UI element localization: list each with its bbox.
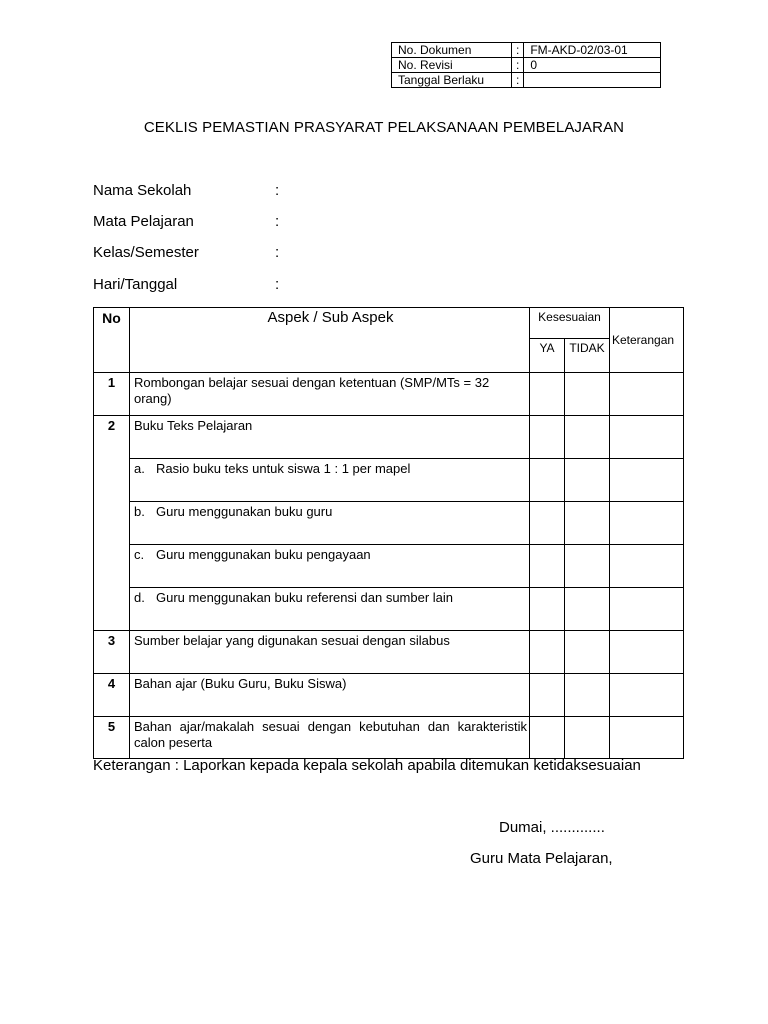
ya-checkbox-cell[interactable] xyxy=(530,373,565,416)
tidak-checkbox-cell[interactable] xyxy=(565,502,610,545)
document-info-table xyxy=(391,42,661,88)
sub-aspect-text: Guru menggunakan buku pengayaan xyxy=(156,547,371,562)
table-row xyxy=(94,631,684,674)
aspect-text: Bahan ajar/makalah sesuai dengan kebutuhan dan karakteristik calon peserta xyxy=(130,717,530,759)
signer-title: Guru Mata Pelajaran, xyxy=(470,850,613,867)
doc-number-label: No. Dokumen xyxy=(392,43,512,58)
place-date: Dumai, ............. xyxy=(499,819,605,836)
table-row xyxy=(94,545,684,588)
aspect-text: Rombongan belajar sesuai dengan ketentuan (SMP/MTs = 32 orang) xyxy=(130,373,530,416)
table-row xyxy=(94,459,684,502)
sub-aspect-item xyxy=(130,545,530,588)
note-text: Keterangan : Laporkan kepada kepala sekolah apabila ditemukan ketidaksesuaian xyxy=(93,757,641,774)
effective-date-value xyxy=(524,73,661,88)
effective-date-colon: : xyxy=(512,73,524,88)
table-row xyxy=(94,674,684,717)
tidak-checkbox-cell[interactable] xyxy=(565,416,610,459)
sub-aspect-marker: d. xyxy=(134,590,145,605)
day-date-label: Hari/Tanggal xyxy=(93,276,178,293)
sub-aspect-marker: b. xyxy=(134,504,145,519)
header-aspek: Aspek / Sub Aspek xyxy=(130,308,530,373)
row-number: 3 xyxy=(94,631,130,674)
aspect-text: Buku Teks Pelajaran xyxy=(130,416,530,459)
row-number: 2 xyxy=(94,416,130,631)
sub-aspect-text: Rasio buku teks untuk siswa 1 : 1 per mapel xyxy=(156,461,411,476)
table-header-row xyxy=(94,308,684,339)
header-kesesuaian: Kesesuaian xyxy=(530,308,610,339)
keterangan-cell[interactable] xyxy=(610,459,684,502)
revision-colon: : xyxy=(512,58,524,73)
revision-label: No. Revisi xyxy=(392,58,512,73)
header-no: No xyxy=(94,308,130,373)
doc-info-row xyxy=(392,73,661,88)
keterangan-cell[interactable] xyxy=(610,502,684,545)
document-title: CEKLIS PEMASTIAN PRASYARAT PELAKSANAAN PEMBELAJARAN xyxy=(143,119,625,136)
row-number: 4 xyxy=(94,674,130,717)
ya-checkbox-cell[interactable] xyxy=(530,416,565,459)
doc-number-colon: : xyxy=(512,43,524,58)
header-keterangan: Keterangan xyxy=(610,308,684,373)
tidak-checkbox-cell[interactable] xyxy=(565,588,610,631)
sub-aspect-marker: c. xyxy=(134,547,145,562)
ya-checkbox-cell[interactable] xyxy=(530,631,565,674)
ya-checkbox-cell[interactable] xyxy=(530,459,565,502)
keterangan-cell[interactable] xyxy=(610,545,684,588)
tidak-checkbox-cell[interactable] xyxy=(565,545,610,588)
table-row xyxy=(94,588,684,631)
subject-colon: : xyxy=(275,213,280,230)
table-row xyxy=(94,502,684,545)
aspect-text: Bahan ajar (Buku Guru, Buku Siswa) xyxy=(130,674,530,717)
sub-aspect-marker: a. xyxy=(134,461,145,476)
table-row xyxy=(94,416,684,459)
ya-checkbox-cell[interactable] xyxy=(530,588,565,631)
row-number: 5 xyxy=(94,717,130,759)
ya-checkbox-cell[interactable] xyxy=(530,545,565,588)
revision-value: 0 xyxy=(524,58,661,73)
keterangan-cell[interactable] xyxy=(610,416,684,459)
doc-number-value: FM-AKD-02/03-01 xyxy=(524,43,661,58)
school-name-label: Nama Sekolah xyxy=(93,182,192,199)
keterangan-cell[interactable] xyxy=(610,373,684,416)
day-date-colon: : xyxy=(275,276,280,293)
table-row xyxy=(94,373,684,416)
doc-info-row xyxy=(392,58,661,73)
tidak-checkbox-cell[interactable] xyxy=(565,459,610,502)
tidak-checkbox-cell[interactable] xyxy=(565,373,610,416)
keterangan-cell[interactable] xyxy=(610,717,684,759)
ya-checkbox-cell[interactable] xyxy=(530,674,565,717)
tidak-checkbox-cell[interactable] xyxy=(565,717,610,759)
tidak-checkbox-cell[interactable] xyxy=(565,674,610,717)
class-semester-colon: : xyxy=(275,244,280,261)
sub-aspect-text: Guru menggunakan buku guru xyxy=(156,504,333,519)
sub-aspect-item xyxy=(130,459,530,502)
checklist-table xyxy=(93,307,684,759)
ya-checkbox-cell[interactable] xyxy=(530,502,565,545)
effective-date-label: Tanggal Berlaku xyxy=(392,73,512,88)
tidak-checkbox-cell[interactable] xyxy=(565,631,610,674)
sub-aspect-text: Guru menggunakan buku referensi dan sumber lain xyxy=(156,590,454,605)
aspect-text: Sumber belajar yang digunakan sesuai dengan silabus xyxy=(130,631,530,674)
keterangan-cell[interactable] xyxy=(610,631,684,674)
school-name-colon: : xyxy=(275,182,280,199)
class-semester-label: Kelas/Semester xyxy=(93,244,199,261)
keterangan-cell[interactable] xyxy=(610,674,684,717)
sub-aspect-item xyxy=(130,502,530,545)
header-ya: YA xyxy=(530,339,565,373)
keterangan-cell[interactable] xyxy=(610,588,684,631)
doc-info-row xyxy=(392,43,661,58)
subject-label: Mata Pelajaran xyxy=(93,213,194,230)
header-tidak: TIDAK xyxy=(565,339,610,373)
table-row xyxy=(94,717,684,759)
sub-aspect-item xyxy=(130,588,530,631)
ya-checkbox-cell[interactable] xyxy=(530,717,565,759)
row-number: 1 xyxy=(94,373,130,416)
